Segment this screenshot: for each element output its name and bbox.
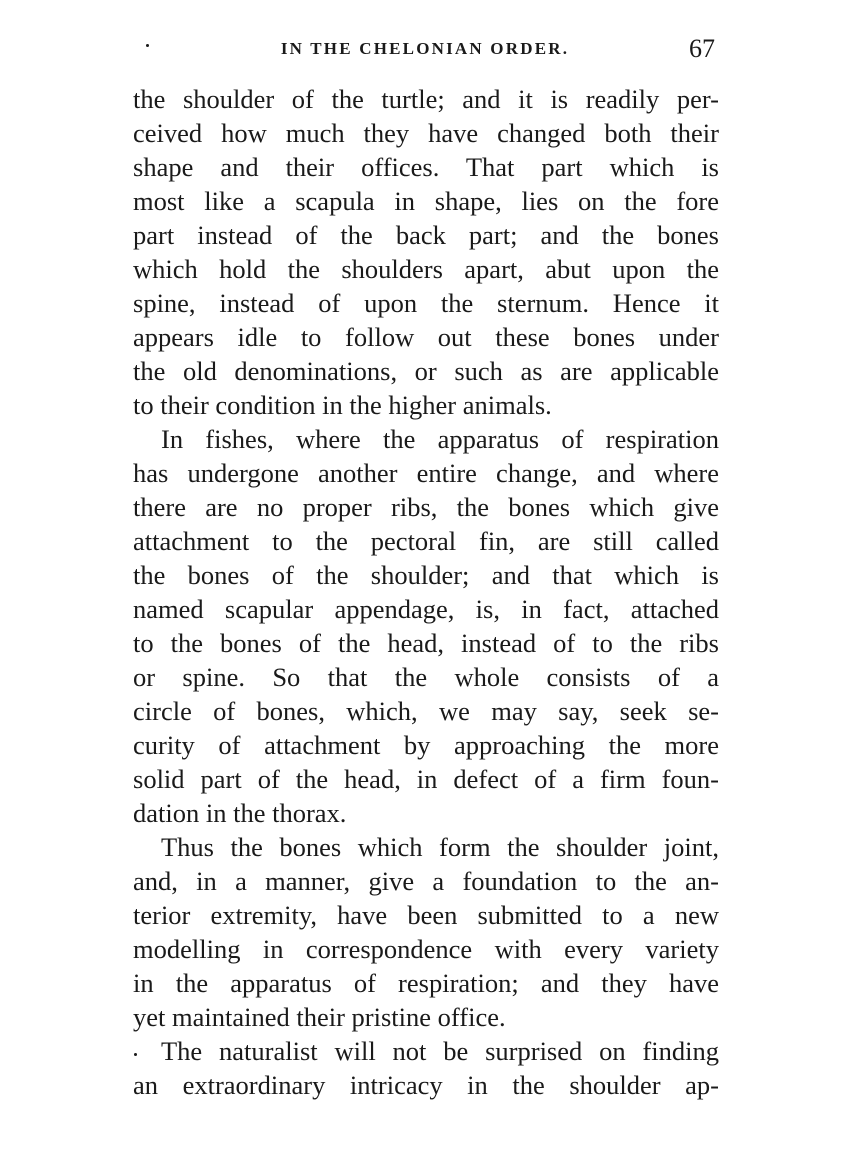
text-line: terior extremity, have been submitted to a new bbox=[133, 900, 719, 930]
text-line: in the apparatus of respiration; and they have bbox=[133, 968, 719, 998]
text-line: part instead of the back part; and the bones bbox=[133, 220, 719, 250]
paragraph bbox=[133, 830, 719, 1034]
text-line: circle of bones, which, we may say, seek se- bbox=[133, 696, 719, 726]
ink-speck bbox=[146, 44, 149, 47]
text-line: the shoulder of the turtle; and it is readily per- bbox=[133, 84, 719, 114]
paragraph bbox=[133, 1034, 719, 1102]
text-line: modelling in correspondence with every variety bbox=[133, 934, 719, 964]
running-title: IN THE CHELONIAN ORDER. bbox=[280, 39, 570, 58]
paragraph bbox=[133, 82, 719, 422]
text-line: attachment to the pectoral fin, are still called bbox=[133, 526, 719, 556]
body-text bbox=[133, 82, 719, 1102]
text-line: there are no proper ribs, the bones which give bbox=[133, 492, 719, 522]
text-line: named scapular appendage, is, in fact, attached bbox=[133, 594, 719, 624]
text-line: solid part of the head, in defect of a firm foun- bbox=[133, 764, 719, 794]
text-line: or spine. So that the whole consists of a bbox=[133, 662, 719, 692]
text-line: an extraordinary intricacy in the shoulder ap- bbox=[133, 1070, 719, 1100]
text-line: the bones of the shoulder; and that which is bbox=[133, 560, 719, 590]
text-line: Thus the bones which form the shoulder joint, bbox=[161, 832, 719, 862]
text-line: shape and their offices. That part which is bbox=[133, 152, 719, 182]
text-line: which hold the shoulders apart, abut upon the bbox=[133, 254, 719, 284]
text-line: has undergone another entire change, and where bbox=[133, 458, 719, 488]
text-line: to the bones of the head, instead of to the ribs bbox=[133, 628, 719, 658]
text-line: In fishes, where the apparatus of respiration bbox=[161, 424, 719, 454]
text-line: curity of attachment by approaching the more bbox=[133, 730, 719, 760]
paragraph bbox=[133, 422, 719, 830]
page-number: 67 bbox=[689, 34, 715, 63]
text-line: ceived how much they have changed both their bbox=[133, 118, 719, 148]
text-line: most like a scapula in shape, lies on the fore bbox=[133, 186, 719, 216]
text-line: appears idle to follow out these bones under bbox=[133, 322, 719, 352]
text-line: yet maintained their pristine office. bbox=[133, 1002, 506, 1032]
text-line: dation in the thorax. bbox=[133, 798, 347, 828]
running-header bbox=[133, 36, 717, 66]
text-line: spine, instead of upon the sternum. Hence it bbox=[133, 288, 719, 318]
text-line: and, in a manner, give a foundation to the an- bbox=[133, 866, 719, 896]
text-line: The naturalist will not be surprised on finding bbox=[161, 1036, 719, 1066]
text-line: to their condition in the higher animals. bbox=[133, 390, 552, 420]
text-line: the old denominations, or such as are applicable bbox=[133, 356, 719, 386]
